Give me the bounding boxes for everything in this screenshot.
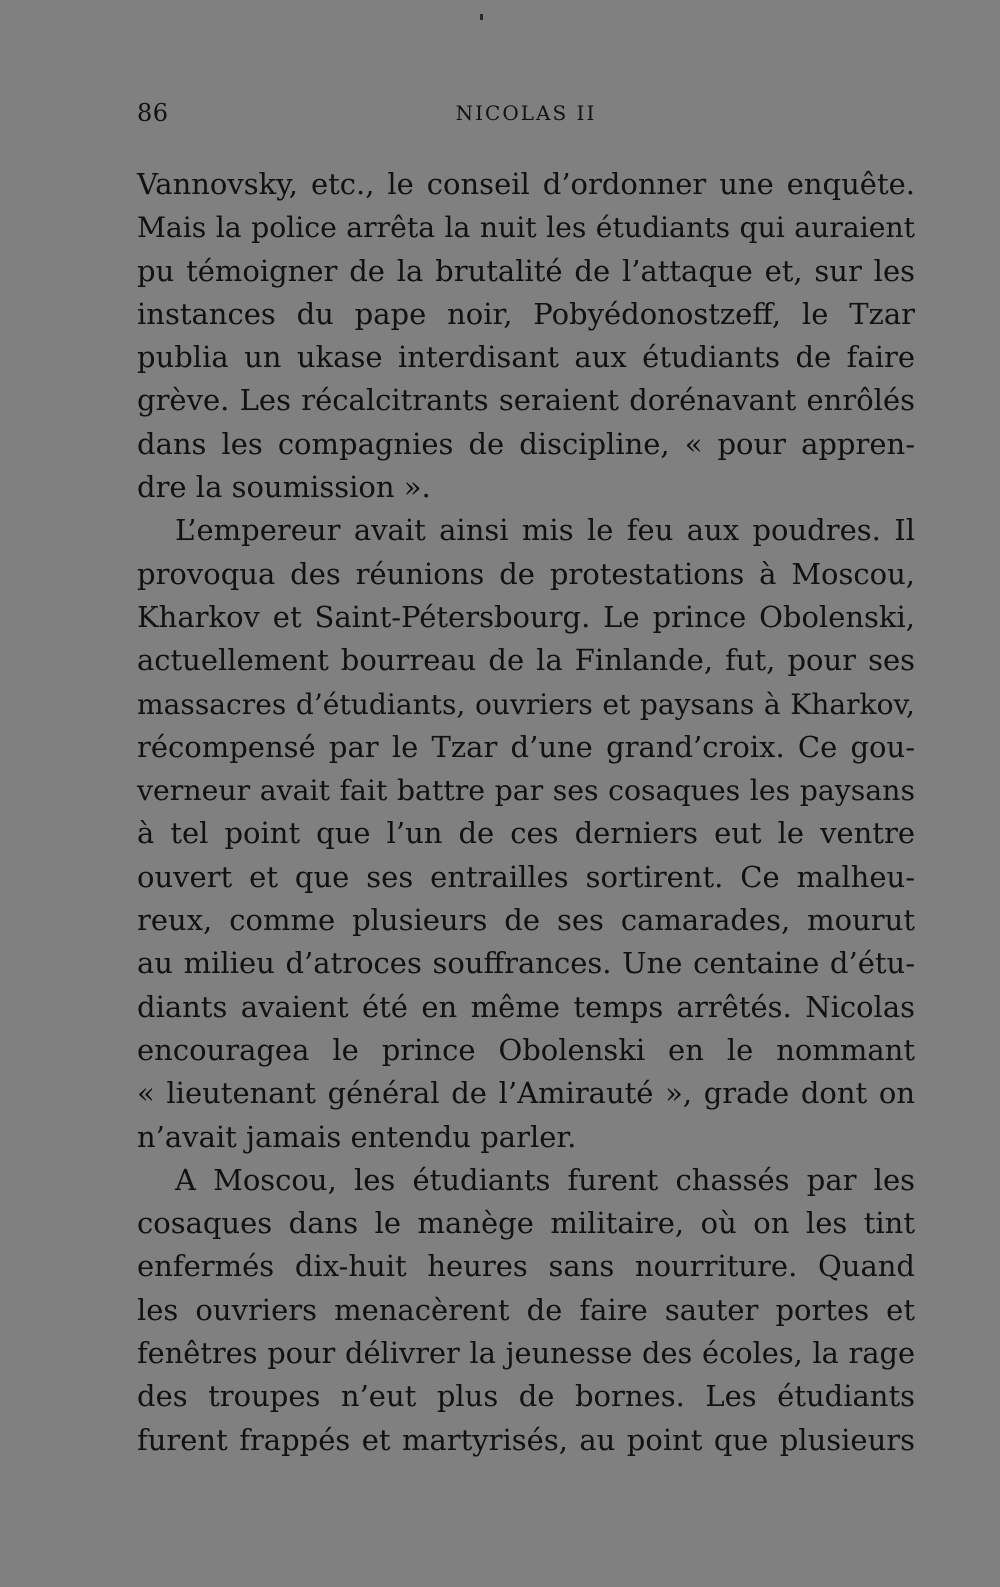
running-title: NICOLAS II [455, 101, 597, 125]
text-line: furent frappés et martyrisés, au point que plusieurs [137, 1422, 915, 1457]
text-line: encouragea le prince Obolenski en le nommant [137, 1032, 915, 1067]
text-line: à tel point que l’un de ces derniers eut le ventre [137, 816, 915, 851]
text-line: Kharkov et Saint-Pétersbourg. Le prince Obolenski, [137, 599, 915, 634]
text-line: actuellement bourreau de la Finlande, fut, pour ses [137, 643, 915, 678]
text-line: récompensé par le Tzar d’une grand’croix. Ce gou- [137, 729, 915, 764]
text-line: A Moscou, les étudiants furent chassés par les [175, 1162, 915, 1197]
text-line: massacres d’étudiants, ouvriers et paysans à Kharkov, [137, 687, 915, 721]
text-line: enfermés dix-huit heures sans nourriture. Quand [137, 1249, 915, 1284]
text-line: Vannovsky, etc., le conseil d’ordonner une enquête. [137, 167, 915, 201]
text-line: publia un ukase interdisant aux étudiants de faire [137, 340, 915, 375]
text-line: dre la soumission ». [137, 470, 431, 505]
text-line: cosaques dans le manège militaire, où on les tint [137, 1206, 915, 1241]
text-line: des troupes n’eut plus de bornes. Les étudiants [137, 1379, 915, 1414]
text-line: ouvert et que ses entrailles sortirent. Ce malheu- [137, 859, 915, 894]
text-line: pu témoigner de la brutalité de l’attaque et, sur les [137, 253, 915, 288]
body-text [137, 163, 915, 1462]
text-line: au milieu d’atroces souffrances. Une centaine d’étu- [137, 946, 915, 981]
text-line: « lieutenant général de l’Amirauté », grade dont on [137, 1076, 915, 1111]
scan-speck [480, 14, 483, 20]
text-line: verneur avait fait battre par ses cosaques les paysans [137, 774, 915, 808]
text-line: reux, comme plusieurs de ses camarades, mourut [137, 903, 915, 938]
paragraph [137, 163, 915, 509]
text-line: L’empereur avait ainsi mis le feu aux poudres. Il [175, 513, 915, 548]
text-line: fenêtres pour délivrer la jeunesse des écoles, la rage [137, 1336, 915, 1371]
text-line: n’avait jamais entendu parler. [137, 1119, 577, 1154]
page-number: 86 [137, 99, 169, 127]
text-line: dans les compagnies de discipline, « pour appren- [137, 426, 915, 461]
text-line: Mais la police arrêta la nuit les étudiants qui auraient [137, 211, 915, 245]
paragraph [137, 509, 915, 1158]
text-line: grève. Les récalcitrants seraient dorénavant enrôlés [137, 383, 915, 418]
text-line: diants avaient été en même temps arrêtés. Nicolas [137, 989, 915, 1024]
paragraph [137, 1159, 915, 1462]
text-line: les ouvriers menacèrent de faire sauter portes et [137, 1292, 915, 1327]
text-line: instances du pape noir, Pobyédonostzeff, le Tzar [137, 296, 915, 331]
text-line: provoqua des réunions de protestations à Moscou, [137, 556, 915, 591]
page-header [137, 98, 915, 132]
